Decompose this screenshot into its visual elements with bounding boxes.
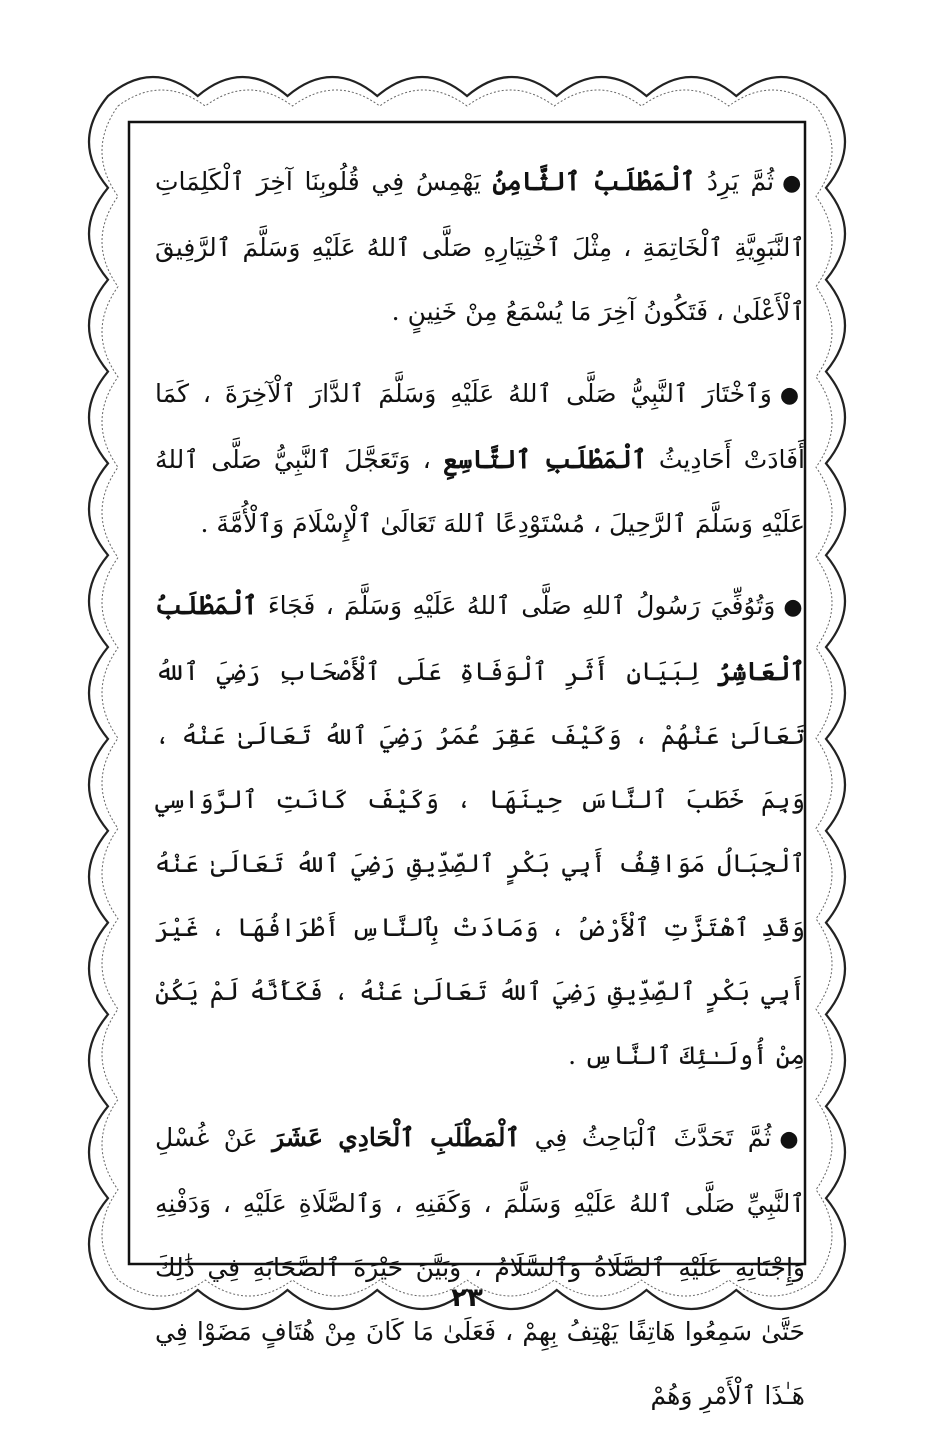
- heading-term: ٱلْمَطْلَبِ ٱلْحَادِي عَشَرَ: [272, 1123, 521, 1152]
- heading-term: ٱلْمَطْلَبُ ٱلثَّامِنُ: [492, 167, 696, 196]
- paragraph-text: ثُمَّ تَحَدَّثَ ٱلْبَاحِثُ فِي: [520, 1123, 772, 1152]
- heading-term: ٱلْمَطْلَبِ ٱلتَّاسِعِ: [443, 445, 647, 474]
- paragraph: [155, 574, 805, 1088]
- paragraph-text: وَتُوُفِّيَ رَسُولُ ٱللهِ صَلَّى ٱللهُ عَلَيْهِ وَسَلَّمَ ، فَجَاءَ: [257, 591, 776, 620]
- paragraph-text: ، وَتَعَجَّلَ ٱلنَّبِيُّ صَلَّى ٱللهُ عَلَيْهِ وَسَلَّمَ ٱلرَّحِيلَ ، مُسْتَوْدِعًا ٱللهَ تَعَالَىٰ ٱلْإِسْلَامَ وَٱلْأُمَّةَ .: [155, 445, 805, 538]
- paragraph: [155, 1106, 805, 1428]
- bullet-icon: ●: [782, 171, 805, 196]
- heading-term: ٱلْمَطْلَبُ ٱلْعَاشِرُ: [155, 591, 805, 686]
- paragraph-text: وَٱخْتَارَ ٱلنَّبِيُّ صَلَّى ٱللهُ عَلَيْهِ وَسَلَّمَ ٱلدَّارَ ٱلْآخِرَةَ ، كَمَا أَفَادَتْ أَحَادِيثُ: [155, 379, 805, 474]
- paragraph-text: ثُمَّ يَرِدُ: [695, 167, 775, 196]
- bullet-icon: ●: [779, 383, 806, 408]
- bullet-icon: ●: [779, 1127, 805, 1152]
- paragraph-text: عَنْ غُسْلِ ٱلنَّبِيِّ صَلَّى ٱللهُ عَلَيْهِ وَسَلَّمَ ، وَكَفَنِهِ ، وَٱلصَّلَاةِ عَلَيْهِ ، وَدَفْنِهِ وَإِجْنَانِهِ عَلَيْهِ ٱلصَّلَاةُ وَٱلسَّلَامُ ، وَبَيَّنَ حَيْرَةَ ٱلصَّحَابَةِ فِي ذَٰلِكَ حَتَّىٰ سَمِعُوا هَاتِفًا يَهْتِفُ بِهِمْ ، فَعَلَىٰ مَا كَانَ مِنْ هُتَافٍ مَضَوْا فِي هَـٰذَا ٱلْأَمْرِ وَهُمْ: [155, 1123, 805, 1410]
- page-number: ٢٣: [451, 1283, 483, 1313]
- bullet-icon: ●: [783, 595, 805, 620]
- paragraph-text: لِبَيَانِ أَثَرِ ٱلْوَفَاةِ عَلَى ٱلْأَصْحَابِ رَضِيَ ٱللهُ تَعَالَىٰ عَنْهُمْ ، وَكَيْفَ عَقِرَ عُمَرُ رَضِيَ ٱللهُ تَعَالَىٰ عَنْهُ ، وَبِمَ خَطَبَ ٱلنَّاسَ حِينَهَا ، وَكَيْفَ كَانَتِ ٱلرَّوَاسِي ٱلْجِبَالُ مَوَاقِفُ أَبِي بَكْرٍ ٱلصِّدِّيقِ رَضِيَ ٱللهُ تَعَالَىٰ عَنْهُ وَقَدِ ٱهْتَزَّتِ ٱلْأَرْضُ ، وَمَادَتْ بِٱلنَّاسِ أَطْرَافُهَا ، غَيْرَ أَبِي بَكْرٍ ٱلصِّدِّيقِ رَضِيَ ٱللهُ تَعَالَىٰ عَنْهُ ، فَكَأَنَّهُ لَمْ يَكُنْ مِنْ أُولَـٰئِكَ ٱلنَّاسِ .: [155, 657, 805, 1070]
- paragraph: [155, 150, 805, 344]
- paragraph: [155, 362, 805, 556]
- page-body: [155, 150, 805, 1446]
- paragraph-text: يَهْمِسُ فِي قُلُوبِنَا آخِرَ ٱلْكَلِمَاتِ ٱلنَّبَوِيَّةِ ٱلْخَاتِمَةِ ، مِثْلَ ٱخْتِيَارِهِ صَلَّى ٱللهُ عَلَيْهِ وَسَلَّمَ ٱلرَّفِيقَ ٱلْأَعْلَىٰ ، فَتَكُونُ آخِرَ مَا يُسْمَعُ مِنْ خَنِينٍ .: [155, 167, 805, 326]
